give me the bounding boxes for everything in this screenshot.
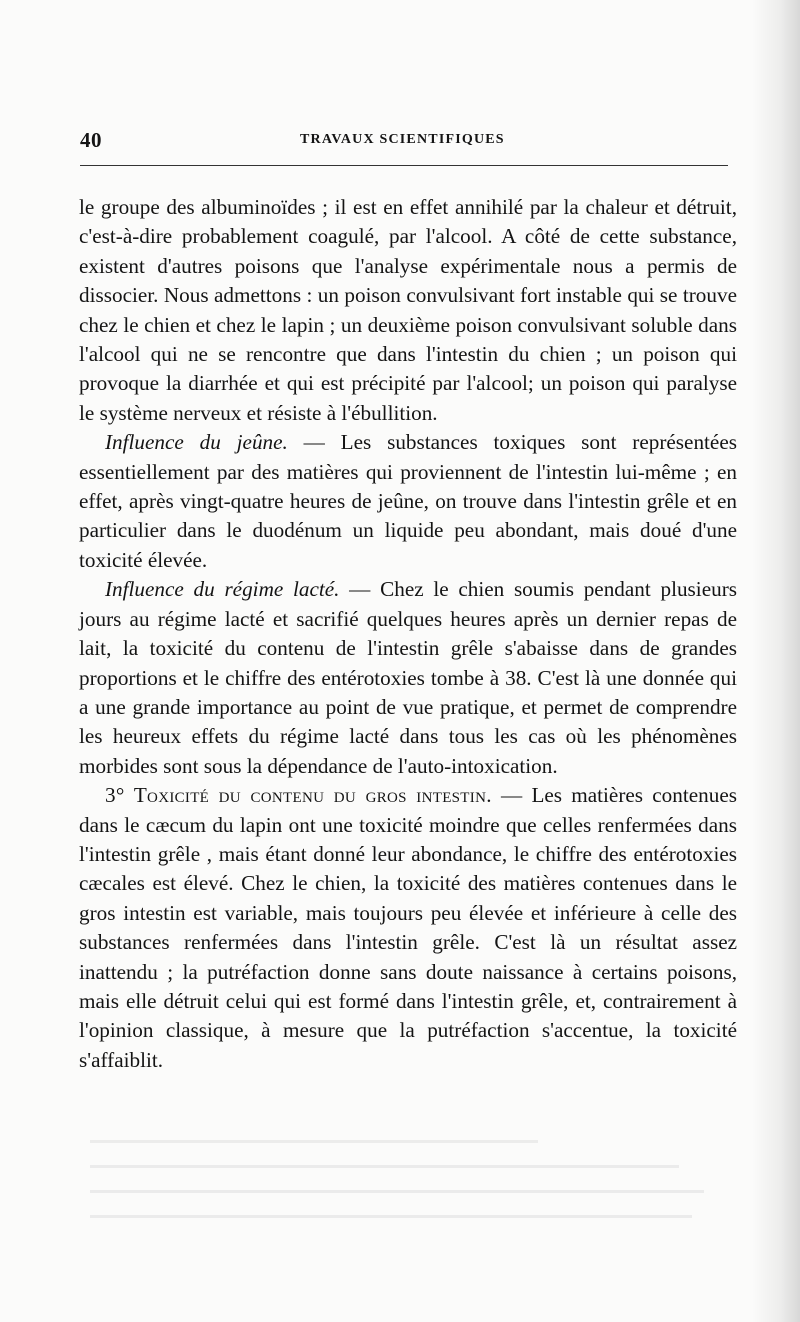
body-text	[79, 193, 737, 1075]
paragraph-3	[79, 575, 737, 781]
bleed-line	[90, 1215, 692, 1218]
paragraph-4-heading: 3° Toxicité du contenu du gros intestin.	[105, 783, 492, 808]
paragraph-2-heading: Influence du jeûne.	[105, 430, 288, 455]
paragraph-1-text: le groupe des albuminoïdes ; il est en effet annihilé par la chaleur et détruit, c'est-à-dire probablement coagulé, par l'alcool. A côté de cette substance, existent d'autres poisons que l'analyse expérimentale nous a permis de dissocier. Nous admettons : un poison convulsivant fort instable qui se trouve chez le chien et chez le lapin ; un deuxième poison convulsivant soluble dans l'alcool qui ne se rencontre que dans l'intestin du chien ; un poison qui provoque la diarrhée et qui est précipité par l'alcool; un poison qui paralyse le système nerveux et résiste à l'ébullition.	[79, 195, 737, 425]
bleed-line	[90, 1190, 704, 1193]
bleed-line	[90, 1165, 679, 1168]
paragraph-2-text: — Les substances toxiques sont représentées essentiellement par des matières qui proviennent de l'intestin lui-même ; en effet, après vingt-quatre heures de jeûne, on trouve dans l'intestin grêle et en particulier dans le duodénum un liquide peu abondant, mais doué d'une toxicité élevée.	[79, 430, 737, 572]
running-title: TRAVAUX SCIENTIFIQUES	[300, 132, 505, 147]
bleed-line	[90, 1140, 538, 1143]
header-rule	[80, 165, 728, 166]
paragraph-3-text: — Chez le chien soumis pendant plusieurs jours au régime lacté et sacrifié quelques heures après un dernier repas de lait, la toxicité du contenu de l'intestin grêle s'abaisse dans de grandes proportions et le chiffre des entérotoxies tombe à 38. C'est là une donnée qui a une grande importance au point de vue pratique, et permet de comprendre les heureux effets du régime lacté dans tous les cas où les phénomènes morbides sont sous la dépendance de l'auto-intoxication.	[79, 577, 737, 778]
paragraph-4	[79, 781, 737, 1075]
page-header	[80, 128, 728, 154]
paragraph-2	[79, 428, 737, 575]
paragraph-3-heading: Influence du régime lacté.	[105, 577, 340, 602]
page-edge-shadow	[752, 0, 800, 1322]
paragraph-4-text: — Les matières contenues dans le cæcum du lapin ont une toxicité moindre que celles renfermées dans l'intestin grêle , mais étant donné leur abondance, le chiffre des entérotoxies cæcales est élevé. Chez le chien, la toxicité des matières contenues dans le gros intestin est variable, mais toujours peu élevée et inférieure à celle des substances renfermées dans l'intestin grêle. C'est là un résultat assez inattendu ; la putréfaction donne sans doute naissance à certains poisons, mais elle détruit celui qui est formé dans l'intestin grêle, et, contrairement à l'opinion classique, à mesure que la putréfaction s'accentue, la toxicité s'affaiblit.	[79, 783, 737, 1072]
page-number: 40	[80, 128, 102, 152]
bleed-through-marks	[90, 1140, 730, 1250]
paragraph-1	[79, 193, 737, 428]
